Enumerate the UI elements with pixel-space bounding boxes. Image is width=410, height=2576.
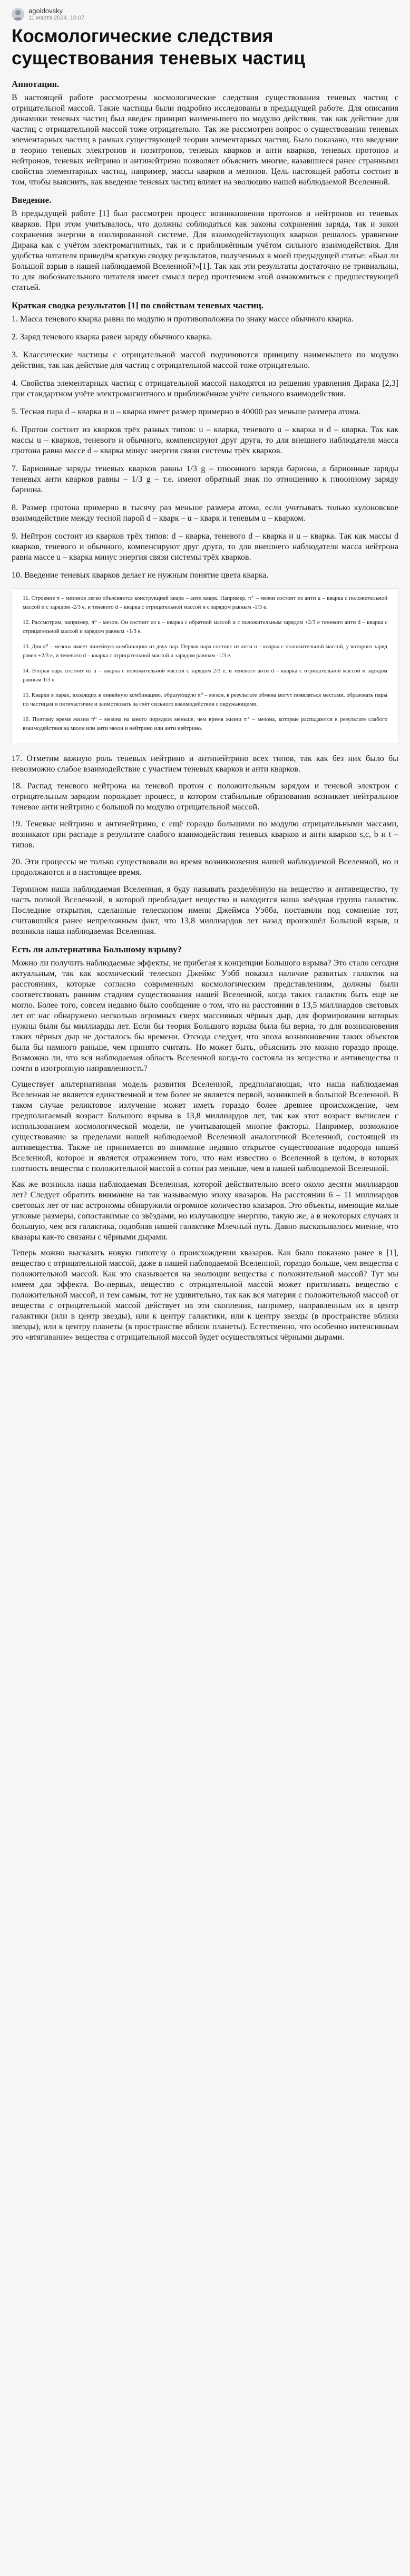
author-name-link[interactable]: agoldovsky (28, 7, 63, 15)
finding-item: 9. Нейтрон состоит из кварков трёх типов: d – кварка, теневого d – кварка и u – кварка. Так как массы d кварков, теневого и обычного, компенсируют друг друга, то для внешнего наблюдателя масса нейтрона равна массе u – кварка минус энергия связи системы трёх кварков. (12, 532, 398, 562)
user-icon (12, 8, 24, 21)
author-row (12, 7, 398, 21)
finding-item: 7. Барионные заряды теневых кварков равны 1/3 g – глюонного заряда бариона, а барионные заряды теневых анти кварков равны – 1/3 g – т.е. имеют обратный знак по отношению к глюонному заряду бариона. (12, 464, 398, 495)
closing-paragraph: Термином наша наблюдаемая Вселенная, я буду называть разделённую на вещество и антивещество, ту часть полной Вселенной, в которой преобладает вещество и находится наша звёздная группа галактик. Последние открытия, сделанные телескопом имени Джеймса Уэбба, поставили под сомнение тот, считавшийся ранее непреложным факт, что 13,8 миллиардов лет назад произошёл Большой взрыв, и возникла наша наблюдаемая Вселенная. (12, 885, 398, 936)
scan-paragraph: 12. Рассмотрим, например, π⁰ – мезон. Он состоит из u – кварка с обратной массой и с положительным зарядом +2/3 e теневого анти d – кварка с отрицательной массой и зарядом равным +1/3 e. (23, 619, 387, 635)
alternative-paragraph: Теперь можно высказать новую гипотезу о происхождении квазаров. Как было показано ранее в [1], вещество с отрицательной массой, даже в нашей наблюдаемой Вселенной, гораздо больше, чем вещества с положительной массой. Как это сказывается на эволюции вещества с положительной массой? Тут мы имеем два эффекта. Во-первых, вещество с отрицательной массой может притягивать вещество с положительной массой, и тем самым, тот не удивительно, так как вся материя с положительной массой от вещества с отрицательной массой действует на эти скопления, например, направленным их в центр галактики (или в центр звезды), или к центру галактики, или к центру звезды (в пространстве вблизи звезды), или к центру планеты (в пространстве вблизи планеты). Естественно, что особенно интенсивным это «втягивание» вещества с отрицательной массой будет осуществляться чёрными дырами. (12, 1248, 398, 1342)
abstract-heading: Аннотация. (12, 79, 60, 90)
findings-list-continued (12, 754, 398, 878)
summary-heading: Краткая сводка результатов [1] по свойствам теневых частиц. (12, 300, 264, 311)
finding-item: 8. Размер протона примерно в тысячу раз меньше размера атома, если учитывать только кулоновское взаимодействие между тесной парой d – кварк – u – кварк и теневым u – кварком. (12, 503, 398, 523)
finding-item: 20. Эти процессы не только существовали во время возникновения нашей наблюдаемой Вселенной, но и продолжаются и в настоящее время. (12, 857, 398, 877)
alternative-heading: Есть ли альтернатива Большому взрыву? (12, 944, 182, 955)
intro-heading: Введение. (12, 195, 52, 206)
abstract-paragraph: В настоящей работе рассмотрены космологические следствия существования теневых частиц с отрицательной массой. Такие частицы были подробно исследованы в предыдущей работе. Для описания динамики теневых частиц был введен принцип наименьшего по модулю действия, так как действие для частиц с отрицательной массой тоже отрицательно. Так же рассмотрен вопрос о существовании теневых элементарных частиц в рамках существующей теории элементарных частиц. Было показано, что введение в теорию теневых электронов и позитронов, теневых кварков и анти кварков, теневых протонов и нейтронов, теневых нейтрино и антинейтрино позволяет объяснить многие, казавшиеся ранее странными свойства элементарных частиц, например, массы кварков и мезонов. Цель настоящей работы состоит в том, чтобы выяснить, как введение теневых частиц влияет на эволюцию нашей наблюдаемой Вселенной. (12, 93, 398, 187)
scan-paragraph: 16. Поэтому время жизни π⁰ – мезона на много порядков меньше, чем время жизни π⁺ – мезона, которые распадаются в результате слабого взаимодействия на мюон или анти мюон и нейтрино или анти нейтрино. (23, 716, 387, 732)
scanned-excerpt (12, 588, 398, 744)
scan-paragraph: 14. Вторая пара состоит из u – кварка с положительной массой с зарядом 2/3 e, и теневого анти d – кварка с отрицательной массой и зарядом равным 1/3 e. (23, 668, 387, 684)
alternative-paragraph: Как же возникла наша наблюдаемая Вселенная, которой действительно всего около десяти миллиардов лет? Следует обратить внимание на так называемую эпоху квазаров. На расстоянии 6 – 11 миллиардов световых лет от нас астрономы обнаружили огромное количество квазаров. Это объекты, имеющие малые угловые размеры, сопоставимые со звёздами, но излучающие энергию, такую же, а в некоторых случаях и большую, чем вся галактика, подобная нашей галактике Млечный путь. Давно высказывалось мнение, что квазары как-то связаны с чёрными дырами. (12, 1180, 398, 1242)
finding-item: 3. Классические частицы с отрицательной массой подчиняются принципу наименьшего по модулю действия, так как действие для частиц с отрицательной массой тоже отрицательно. (12, 350, 398, 370)
avatar[interactable] (12, 8, 24, 21)
scan-paragraph: 15. Кварки в парах, входящих в линейную комбинацию, образующую π⁰ – мезон, в результате обмена могут появляться местами, образовать пары по частицам и пятичастичие и заимствовать за счёт сильного взаимодействия с окружающими. (23, 692, 387, 708)
finding-item: 5. Тесная пара d – кварка и u – кварка имеет размер примерно в 40000 раз меньше размера атома. (12, 407, 361, 417)
alternative-paragraph: Можно ли получить наблюдаемые эффекты, не прибегая к концепции Большого взрыва? Это стало сегодня актуальным, так как космический телескоп Джеймс Уэбб показал наличие развитых галактик на расстояниях, которые согласно современным космологическим представлениям, должны были соответствовать ранним стадиям существования нашей Вселенной, когда таких галактик быть ещё не могло. Более того, совсем недавно было сообщение о том, что на расстоянии в 13,5 миллиардов световых лет от нас обнаружено несколько огромных сверх массивных чёрных дыр, для формирования которых нужны были бы миллиарды лет. Если бы теория Большого взрыва была бы верна, то для возникновения таких чёрных дыр не досталось бы времени. Отсюда следует, что эпоха возникновения таких объектов была бы намного раньше, чем принято считать. Но может быть, объяснить это можно гораздо проще. Возможно ли, что вся наблюдаемая область Вселенной когда-то состояла из вещества и антивещества и почти в изотропную направленность? (12, 959, 398, 1074)
finding-item: 19. Теневые нейтрино и антинейтрино, с ещё гораздо большими по модулю отрицательными массами, возникают при распаде в результате слабого взаимодействия теневых кварков и анти кварков s,c, b и t – типов. (12, 819, 398, 850)
scan-paragraph: 11. Строение π – мезонов легко объясняется конструкцией кварк – анти кварк. Например, π⁺ – мезон состоит из анти u – кварка с положительной массой и с зарядом -2/3 e, и теневого d – кварка с отрицательной массой и с зарядом равным -1/3 e. (23, 595, 387, 611)
finding-item: 18. Распад теневого нейтрона на теневой протон с положительным зарядом и теневой электрон с отрицательным зарядом порождает процесс, в котором стабильные образования возникает нейтральное теневое анти нейтрино с большой по модулю отрицательной массой. (12, 782, 398, 812)
author-meta (28, 7, 84, 21)
page-title: Космологические следствия существования теневых частиц (12, 26, 306, 69)
alternative-paragraph: Существует альтернативная модель развития Вселенной, предполагающая, что наша наблюдаемая Вселенная не является единственной и тем более не является первой, возникшей в большой Вселенной. В таком случае реликтовое излучение может иметь гораздо более древнее происхождение, чем предполагаемый возраст Большого взрыва в 13,8 миллиардов лет, так как этот возраст вычислен с использованием космологической модели, не учитывающей многие факторы. Например, возможное существование за пределами нашей наблюдаемой Вселенной аналогичной Вселенной, состоящей из антивещества. Также не принимается во внимание недавно открытое существование водорода нашей Вселенной, которое и является отражением того, что нам известно о Вселенной в целом, в которых плотность вещества с положительной массой в сотни раз меньше, чем в нашей наблюдаемой Вселенной. (12, 1080, 398, 1174)
finding-item: 17. Отметим важную роль теневых нейтрино и антинейтрино всех типов, так как без них было бы невозможно слабое взаимодействие с участием теневых кварков и анти кварков. (12, 754, 398, 774)
scan-paragraph: 13. Для π⁰ – мезона имеет линейную комбинацию из двух пар. Первая пара состоит из анти u – кварка с положительной массой, у которого заряд равен +2/3 e, и теневого d – кварка с отрицательной массой и зарядом равным -1/3 e. (23, 643, 387, 659)
publication-date: 11 марта 2024, 10:07 (28, 15, 85, 22)
finding-item: 2. Заряд теневого кварка равен заряду обычного кварка. (12, 333, 212, 342)
finding-item: 10. Введение теневых кварков делает не нужным понятие цвета кварка. (12, 571, 269, 580)
intro-paragraph: В предыдущей работе [1] был рассмотрен процесс возникновения протонов и нейтронов из теневых кварков. При этом учитывалось, что должны соблюдаться как законы сохранения заряда, так и закон сохранения энергии в изолированной системе. Для взаимодействующих кварков решалось уравнение Дирака как с учётом электромагнитных, так и с приближённым учётом сильного взаимодействия. Для удобства читателя приведём краткую сводку результатов, полученных в моей предыдущей статье: «Был ли Большой взрыв в нашей наблюдаемой Вселенной?»[1]. Так как эти результаты достаточно не тривиальны, то для любознательного читателя имеет смысл перед прочтением этой ознакомиться с предшествующей статьей. (12, 209, 398, 292)
finding-item: 4. Свойства элементарных частиц с отрицательной массой находятся из решения уравнения Дирака [2,3] при стандартном учёте электромагнитного и приближённом учёте сильного взаимодействия. (12, 379, 398, 399)
finding-item: 6. Протон состоит из кварков трёх разных типов: u – кварка, теневого u – кварка и d – кварка. Так как массы u – кварков, теневого и обычного, компенсируют друг друга, то для внешнего наблюдателя масса протона равна массе d – кварка минус энергия связи системы трёх кварков. (12, 425, 398, 456)
findings-list (12, 314, 398, 581)
finding-item: 1. Масса теневого кварка равна по модулю и противоположна по знаку массе обычного кварка. (12, 315, 354, 324)
